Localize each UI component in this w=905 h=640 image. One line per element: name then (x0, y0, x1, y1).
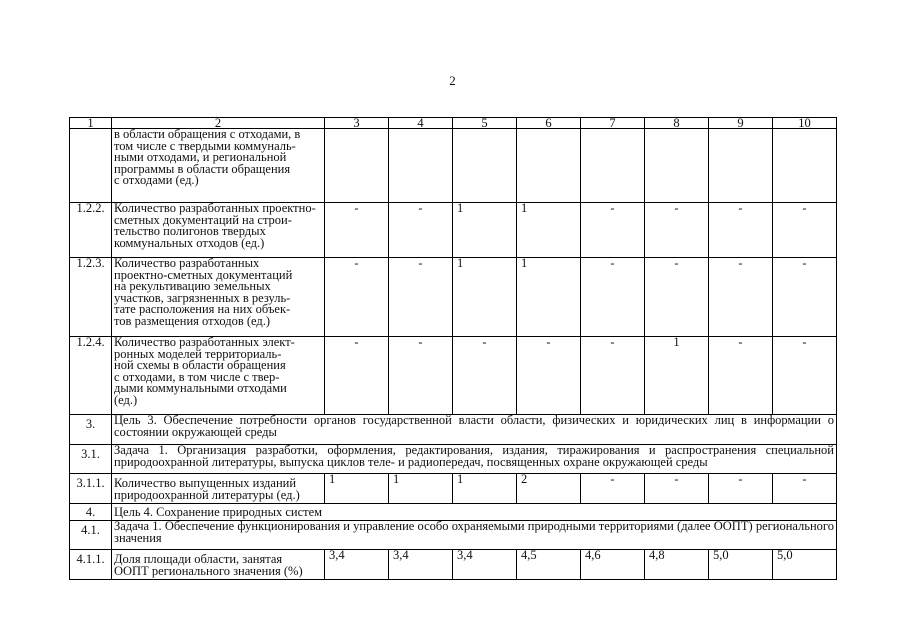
indicator-text-line: Количество разработанных элект- (114, 336, 295, 349)
header-cell: 9 (709, 118, 773, 129)
indicator-text-line: с отходами, в том числе с твер- (114, 369, 280, 384)
value-cell (453, 129, 517, 203)
header-cell: 7 (581, 118, 645, 129)
value-cell: - (773, 337, 837, 415)
value-cell (645, 129, 709, 203)
value-cell: 4,5 (517, 550, 581, 580)
value-cell: 1 (453, 203, 517, 258)
value-cell: - (581, 474, 645, 504)
value-cell: 2 (517, 474, 581, 504)
indicator-text-line: ной схемы в области обращения (114, 358, 286, 372)
indicator-name (112, 258, 325, 337)
table-row (70, 337, 837, 415)
value-cell: - (325, 258, 389, 337)
value-cell: - (389, 203, 453, 258)
table-row (70, 474, 837, 504)
value-cell (389, 129, 453, 203)
value-cell: - (709, 337, 773, 415)
row-number (70, 129, 112, 203)
indicator-name (112, 550, 325, 580)
value-cell (773, 129, 837, 203)
value-cell: - (581, 337, 645, 415)
indicator-text-line: природоохранной литературы (ед.) (114, 487, 300, 502)
indicator-text-line: тов размещения отходов (ед.) (114, 313, 271, 328)
value-cell: 1 (517, 258, 581, 337)
value-cell: - (709, 258, 773, 337)
value-cell: - (325, 337, 389, 415)
value-cell (709, 129, 773, 203)
indicator-text-line: тате расположения на них объек- (114, 302, 291, 316)
value-cell: - (325, 203, 389, 258)
value-cell: 4,6 (581, 550, 645, 580)
row-number: 3.1.1. (70, 474, 112, 504)
value-cell: 5,0 (773, 550, 837, 580)
indicator-text-line: том числе с твердыми коммуналь- (114, 138, 296, 153)
indicator-text-line: Доля площади области, занятая (114, 552, 283, 566)
value-cell: 1 (389, 474, 453, 504)
header-cell: 2 (112, 118, 325, 129)
indicator-name (112, 474, 325, 504)
value-cell: 1 (453, 474, 517, 504)
table-row (70, 258, 837, 337)
header-cell: 8 (645, 118, 709, 129)
value-cell: - (709, 474, 773, 504)
task-row (70, 445, 837, 474)
value-cell: - (389, 337, 453, 415)
indicator-text-line: с отходами (ед.) (114, 173, 199, 187)
value-cell: 3,4 (325, 550, 389, 580)
header-cell: 10 (773, 118, 837, 129)
row-number: 1.2.2. (70, 203, 112, 258)
table-row (70, 129, 837, 203)
row-number: 1.2.3. (70, 258, 112, 337)
row-number: 3.1. (70, 445, 112, 474)
table-row (70, 550, 837, 580)
indicator-name (112, 129, 325, 203)
header-cell: 3 (325, 118, 389, 129)
row-number: 4. (70, 504, 112, 521)
goal-text: Цель 4. Сохранение природных систем (112, 504, 837, 521)
value-cell: - (773, 474, 837, 504)
page-number: 2 (449, 73, 456, 88)
row-number: 1.2.4. (70, 337, 112, 415)
indicator-text-line: программы в области обращения (114, 161, 291, 176)
value-cell: - (645, 203, 709, 258)
value-cell: 1 (517, 203, 581, 258)
indicator-text-line: ООПТ регионального значения (%) (114, 563, 303, 578)
value-cell: - (645, 258, 709, 337)
indicator-name (112, 337, 325, 415)
indicator-text-line: сметных документаций на строи- (114, 212, 292, 227)
value-cell: 1 (645, 337, 709, 415)
value-cell: - (581, 203, 645, 258)
row-number: 3. (70, 415, 112, 445)
indicator-text-line: ными отходами, и региональной (114, 150, 287, 164)
value-cell: 4,8 (645, 550, 709, 580)
value-cell (517, 129, 581, 203)
indicator-text-line: в области обращения с отходами, в (114, 128, 301, 141)
indicator-text-line: на рекультивацию земельных (114, 279, 271, 293)
row-number: 4.1. (70, 521, 112, 550)
indicator-text-line: дыми коммунальными отходами (114, 381, 287, 395)
header-cell: 1 (70, 118, 112, 129)
row-number: 4.1.1. (70, 550, 112, 580)
value-cell: - (389, 258, 453, 337)
indicator-text-line: коммунальных отходов (ед.) (114, 235, 265, 250)
table-row (70, 203, 837, 258)
header-cell: 4 (389, 118, 453, 129)
task-text: Задача 1. Организация разработки, оформления, редактирования, издания, тиражирования и распространения специальной природоохранной литературы, выпуска циклов теле- и радиопередач, посвященных охране окружающей среды (112, 445, 837, 474)
value-cell: 3,4 (389, 550, 453, 580)
indicator-text-line: Количество выпущенных изданий (114, 476, 297, 490)
indicator-name (112, 203, 325, 258)
value-cell (581, 129, 645, 203)
indicator-text-line: ронных моделей территориаль- (114, 346, 282, 361)
task-row (70, 521, 837, 550)
value-cell: 3,4 (453, 550, 517, 580)
goal-text: Цель 3. Обеспечение потребности органов государственной власти области, физических и юридических лиц в информации о состоянии окружающей среды (112, 415, 837, 445)
value-cell: - (453, 337, 517, 415)
header-cell: 5 (453, 118, 517, 129)
goal-row (70, 504, 837, 521)
value-cell: - (517, 337, 581, 415)
value-cell (325, 129, 389, 203)
header-row (70, 118, 837, 129)
value-cell: 1 (325, 474, 389, 504)
indicator-text-line: участков, загрязненных в резуль- (114, 290, 291, 305)
value-cell: 5,0 (709, 550, 773, 580)
task-text: Задача 1. Обеспечение функционирования и управление особо охраняемыми природными территориями (далее ООПТ) регионального значения (112, 521, 837, 550)
value-cell: 1 (453, 258, 517, 337)
indicator-text-line: Количество разработанных (114, 257, 260, 270)
value-cell: - (645, 474, 709, 504)
indicator-text-line: Количество разработанных проектно- (114, 202, 316, 215)
value-cell: - (581, 258, 645, 337)
indicator-text-line: тельство полигонов твердых (114, 224, 266, 238)
value-cell: - (773, 258, 837, 337)
indicator-text-line: проектно-сметных документаций (114, 267, 293, 282)
goal-row (70, 415, 837, 445)
indicator-text-line: (ед.) (114, 392, 138, 407)
value-cell: - (709, 203, 773, 258)
value-cell: - (773, 203, 837, 258)
indicators-table (69, 117, 837, 580)
header-cell: 6 (517, 118, 581, 129)
